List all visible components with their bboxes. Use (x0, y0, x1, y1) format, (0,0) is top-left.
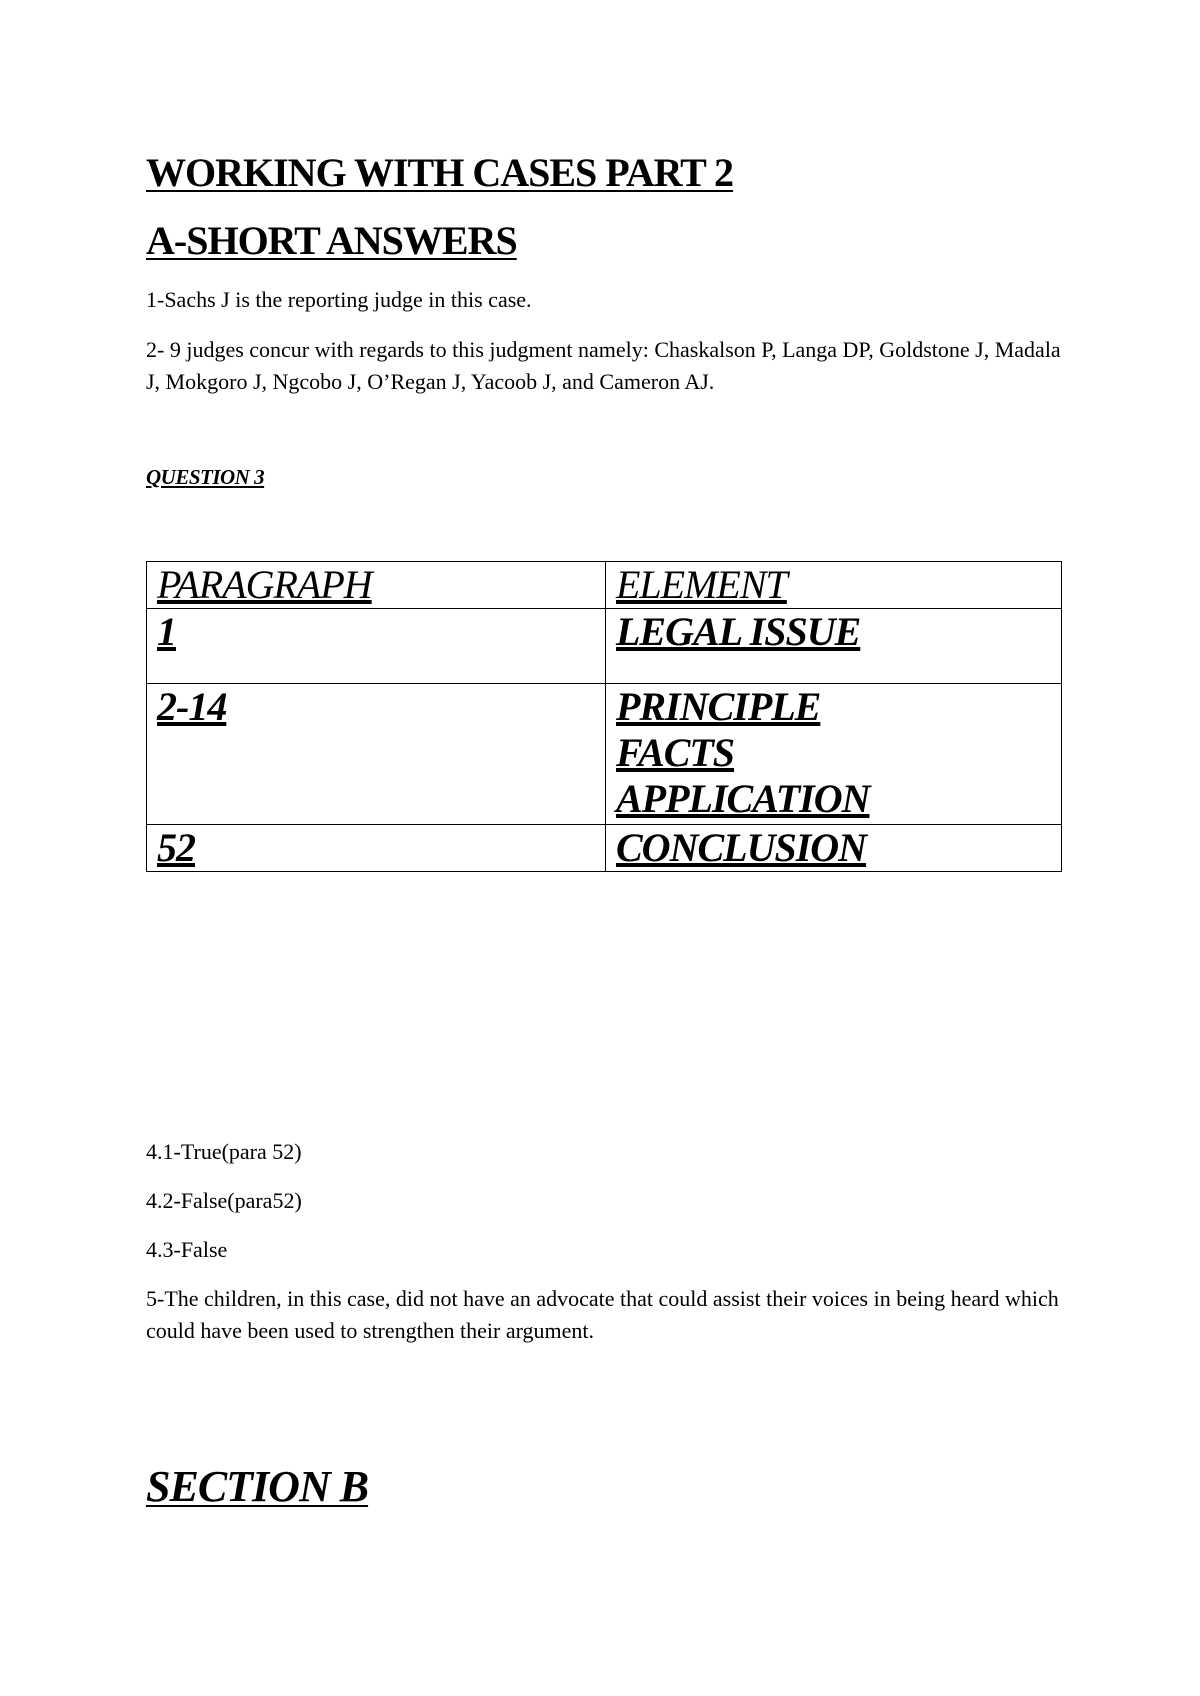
section-a-heading: A-SHORT ANSWERS (146, 218, 517, 263)
answer-5: 5-The children, in this case, did not have an advocate that could assist their voices in being heard which could have been used to strengthen their argument. (146, 1286, 1059, 1343)
element-line: LEGAL ISSUE (616, 609, 861, 654)
table-row (147, 825, 1062, 872)
table-cell-element (606, 825, 1062, 872)
answer-4-2: 4.2-False(para52) (146, 1188, 302, 1213)
element-line: PRINCIPLE (616, 684, 821, 729)
table-header-element: ELEMENT (606, 562, 1062, 609)
answer-1: 1-Sachs J is the reporting judge in this case. (146, 287, 532, 312)
table-cell-element (606, 609, 1062, 684)
question-3-heading: QUESTION 3 (146, 465, 265, 489)
table-header-paragraph: PARAGRAPH (147, 562, 606, 609)
answer-2: 2- 9 judges concur with regards to this judgment namely: Chaskalson P, Langa DP, Goldstone J, Madala J, Mokgoro J, Ngcobo J, O’Regan J, Yacoob J, and Cameron AJ. (146, 337, 1061, 394)
element-line: CONCLUSION (616, 825, 867, 870)
answer-4-1: 4.1-True(para 52) (146, 1139, 302, 1164)
table-cell-paragraph: 2-14 (147, 684, 606, 825)
element-line: FACTS (616, 730, 735, 775)
table-cell-element (606, 684, 1062, 825)
table-header-row (147, 562, 1062, 609)
element-line: APPLICATION (616, 776, 870, 821)
section-b-heading: SECTION B (146, 1462, 369, 1511)
table-cell-paragraph: 52 (147, 825, 606, 872)
document-title: WORKING WITH CASES PART 2 (146, 150, 734, 195)
table-row (147, 609, 1062, 684)
paragraph-element-table (146, 561, 1062, 872)
table-cell-paragraph: 1 (147, 609, 606, 684)
answer-4-3: 4.3-False (146, 1237, 228, 1262)
table-row (147, 684, 1062, 825)
